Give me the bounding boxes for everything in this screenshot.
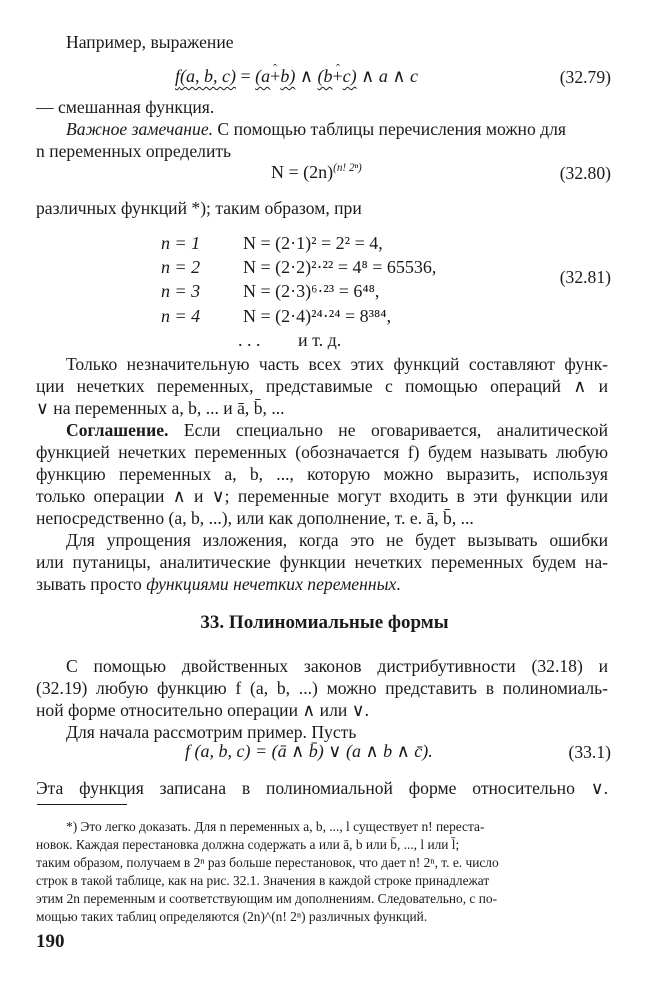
eq81-expr: N = (2·2)²·²² = 4⁸ = 65536, xyxy=(243,257,437,277)
footnote-line-1: *) Это легко доказать. Для n переменных a, b, ..., l существует n! переста- xyxy=(66,819,485,834)
eq-function-args: (a, b, c) xyxy=(180,66,236,86)
equation-number-32-80: (32.80) xyxy=(559,163,611,183)
important-note-line xyxy=(66,119,608,140)
eq-and-1: ∧ xyxy=(295,66,318,86)
eq81-n: n = 2 xyxy=(161,257,201,277)
para2-plain: зывать просто xyxy=(36,574,147,594)
agreement-line-4: только операции ∧ и ∨; переменные могут входить в эти функции или xyxy=(36,486,608,506)
page-number: 190 xyxy=(36,931,65,952)
para3-line-1: С помощью двойственных законов дистрибутивности (32.18) и xyxy=(66,656,608,676)
eq-term-a: (a xyxy=(255,66,271,86)
eq81-etc: и т. д. xyxy=(298,330,342,350)
agreement-label: Соглашение. xyxy=(66,420,169,440)
eq81-etc-row xyxy=(238,329,341,351)
eq81-expr: N = (2·3)⁶·²³ = 6⁴⁸, xyxy=(243,281,380,301)
agreement-line-5: непосредственно (a, b, ...), или как дополнение, т. е. ā, b̄, ... xyxy=(36,508,474,528)
footnote-rule xyxy=(37,804,127,805)
para2-italic: функциями нечетких переменных xyxy=(146,574,397,594)
para2-line-3 xyxy=(36,574,608,595)
intro-text: Например, выражение xyxy=(66,32,234,52)
eq81-row-2 xyxy=(161,256,436,278)
eq80-exponent: (n! 2ⁿ) xyxy=(333,162,362,174)
footnote-line-6: мощью таких таблиц определяются (2n)^(n! 2ⁿ) различных функций. xyxy=(36,909,428,924)
equation-number-33-1: (33.1) xyxy=(568,742,611,762)
various-functions-text: различных функций *); таким образом, при xyxy=(36,198,362,218)
agreement-line-3: функцию переменных a, b, ..., которую можно выразить, используя xyxy=(36,464,608,484)
footnote-line-4: строк в такой таблице, как на рис. 32.1. Значения в каждой строке принадлежат xyxy=(36,873,490,888)
important-note-text: С помощью таблицы перечисления можно для xyxy=(213,119,566,139)
mixed-function-text: — смешанная функция. xyxy=(36,97,215,117)
para1-line-3: ∨ на переменных a, b, ... и ā, b̄, ... xyxy=(36,398,285,418)
eq-function-symbol: f xyxy=(175,66,181,86)
important-note-label: Важное замечание. xyxy=(66,119,214,139)
section-title: 33. Полиномиальные формы xyxy=(200,612,449,633)
eq-term-b2: (b xyxy=(317,66,333,86)
eq81-row-3 xyxy=(161,280,379,302)
eq81-n: n = 3 xyxy=(161,281,201,301)
para2-line-1: Для упрощения изложения, когда это не будет вызывать ошибки xyxy=(66,530,608,550)
para2-end: . xyxy=(396,574,401,594)
para3-line-3: ной форме относительно операции ∧ или ∨. xyxy=(36,700,369,720)
equation-32-80 xyxy=(271,161,362,183)
para1-line-1: Только незначительную часть всех этих функций составляют функ- xyxy=(66,354,608,374)
eq80-base: N = (2n) xyxy=(271,162,334,182)
eq81-row-4 xyxy=(161,305,391,327)
footnote-line-3: таким образом, получаем в 2ⁿ раз больше перестановок, что дает n! 2ⁿ, т. е. число xyxy=(36,855,499,870)
eq331-lhs: f (a, b, c) = xyxy=(185,741,272,761)
agreement-line-1 xyxy=(66,420,608,441)
para2-line-2: или путаницы, аналитические функции нечетких переменных будем на- xyxy=(36,552,608,572)
eq-equals: = xyxy=(236,66,256,86)
eq81-n: n = 1 xyxy=(161,233,201,253)
eq-term-c: c) xyxy=(342,66,357,86)
eq81-dots: . . . xyxy=(238,330,261,350)
para5-text: Эта функция записана в полиномиальной форме относительно ∨. xyxy=(36,778,608,798)
eq81-n: n = 4 xyxy=(161,306,201,326)
footnote-line-2: новок. Каждая перестановка должна содержать a или ā, b или b̄, ..., l или l̄; xyxy=(36,837,460,852)
para3-line-2: (32.19) любую функцию f (a, b, ...) можно представить в полиномиаль- xyxy=(36,678,608,698)
eq-hat-plus-1: + xyxy=(270,66,281,86)
equation-number-32-79: (32.79) xyxy=(559,67,611,87)
agreement-line-2: функцией нечетких переменных (обозначается f) будем называть любую xyxy=(36,442,608,462)
agreement-text: Если специально не оговаривается, аналитической xyxy=(168,420,608,440)
para4-text: Для начала рассмотрим пример. Пусть xyxy=(66,722,357,742)
important-note-line-2: n переменных определить xyxy=(36,141,232,161)
equation-32-79 xyxy=(175,65,418,87)
equation-number-32-81: (32.81) xyxy=(559,267,611,287)
eq81-expr: N = (2·4)²⁴·²⁴ = 8³⁸⁴, xyxy=(243,306,392,326)
eq-hat-plus-2: + xyxy=(332,66,343,86)
eq331-rhs: (ā ∧ b̄) ∨ (a ∧ b ∧ c̄). xyxy=(271,741,433,761)
footnote-line-5: этим 2n переменным и соответствующим им дополнениям. Следовательно, с по- xyxy=(36,891,498,906)
eq81-row-1 xyxy=(161,232,383,254)
para1-line-2: ции нечетких переменных, представимые с помощью операций ∧ и xyxy=(36,376,608,396)
eq-rest: ∧ a ∧ c xyxy=(356,66,418,86)
eq-term-b: b) xyxy=(280,66,296,86)
equation-33-1 xyxy=(185,740,433,762)
eq81-expr: N = (2·1)² = 2² = 4, xyxy=(243,233,383,253)
